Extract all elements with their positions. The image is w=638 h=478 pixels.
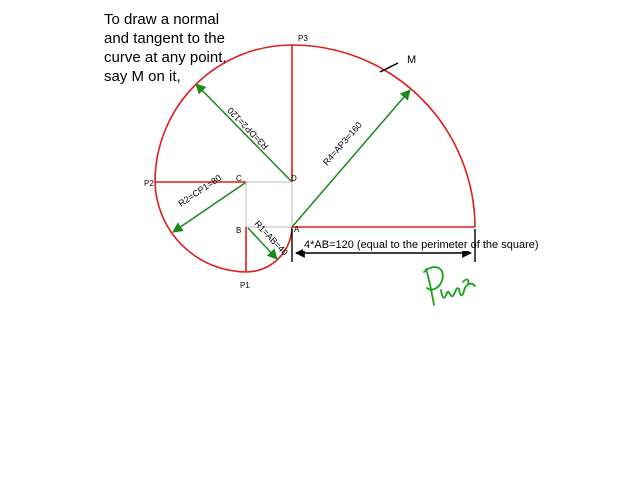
point-label-c: C bbox=[236, 174, 242, 183]
radius-label-r4: R4=AP3=160 bbox=[320, 119, 364, 168]
point-label-b: B bbox=[236, 226, 242, 235]
radius-label-r1: R1=AB=40 bbox=[252, 218, 290, 258]
tangent-at-m bbox=[380, 63, 398, 72]
point-label-d: D bbox=[291, 174, 297, 183]
signature bbox=[424, 267, 475, 305]
point-label-p3: P3 bbox=[298, 34, 308, 43]
radius-label-r2: R2=CP1=80 bbox=[176, 172, 224, 209]
involute-curve bbox=[155, 45, 475, 272]
point-label-p2: P2 bbox=[144, 179, 154, 188]
perimeter-label: 4*AB=120 (equal to the perimeter of the square) bbox=[304, 239, 539, 251]
instruction-text: To draw a normal and tangent to the curve at any point, say M on it, bbox=[104, 11, 227, 85]
construction-square bbox=[246, 182, 292, 227]
point-label-m: M bbox=[407, 54, 417, 66]
point-label-a: A bbox=[294, 225, 300, 234]
radius-label-r3: R3=DP2=120 bbox=[225, 105, 271, 152]
tangent-lines bbox=[155, 45, 475, 272]
radius-r4-arrow bbox=[292, 90, 410, 227]
point-label-p1: P1 bbox=[240, 281, 250, 290]
